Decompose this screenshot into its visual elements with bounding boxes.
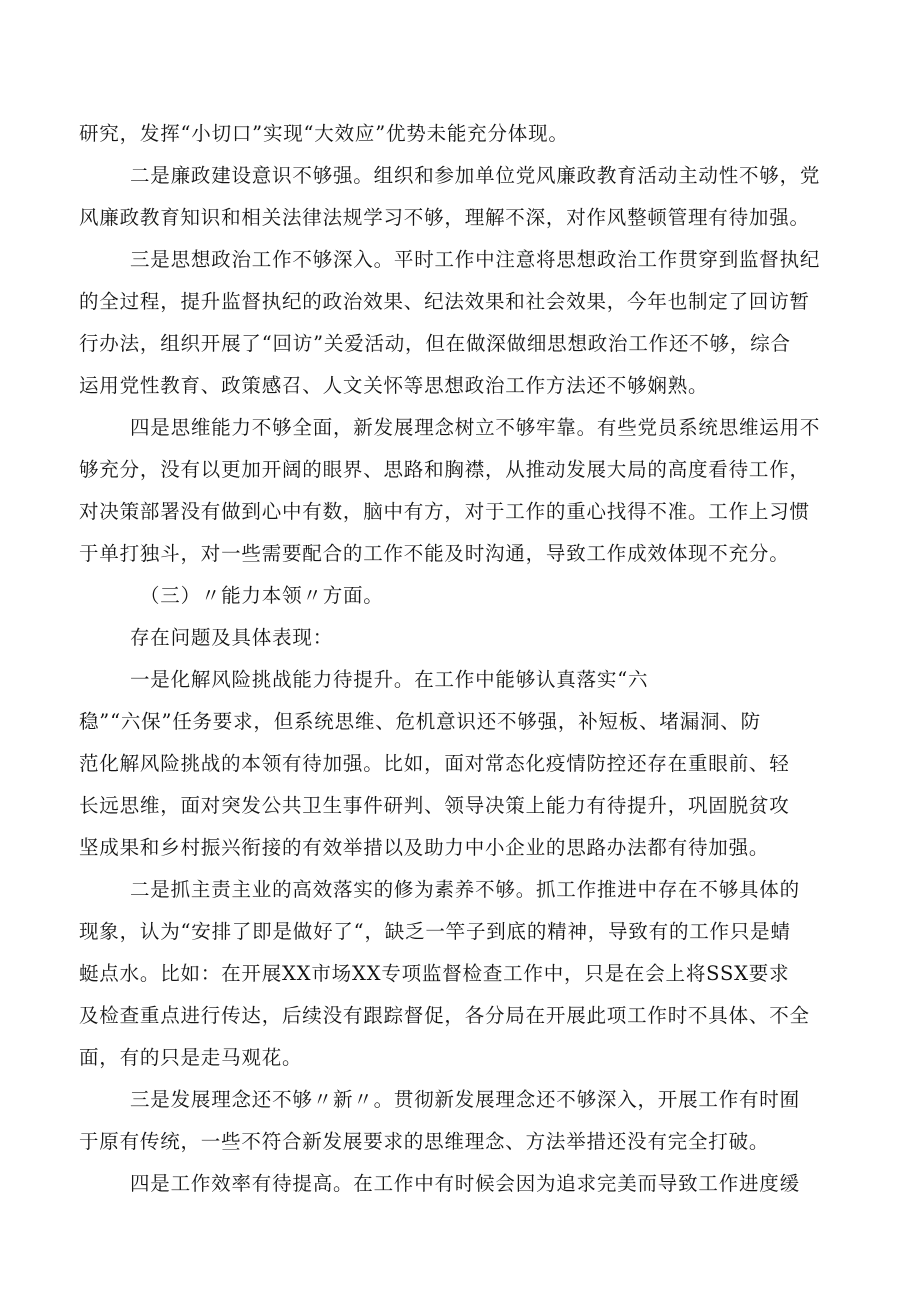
text-line: 够充分，没有以更加开阔的眼界、思路和胸襟，从推动发展大局的高度看待工作， xyxy=(79,458,810,481)
text-line: 蜓点水。比如：在开展XX市场XX专项监督检查工作中，只是在会上将SSX要求 xyxy=(79,962,790,985)
text-line: 存在问题及具体表现： xyxy=(130,626,334,649)
text-line: 三是思想政治工作不够深入。平时工作中注意将思想政治工作贯穿到监督执纪 xyxy=(130,248,821,271)
text-line: 风廉政教育知识和相关法律法规学习不够，理解不深，对作风整顿管理有待加强。 xyxy=(79,206,810,229)
text-line: 的全过程，提升监督执纪的政治效果、纪法效果和社会效果，今年也制定了回访暂 xyxy=(79,290,810,313)
text-line: 二是廉政建设意识不够强。组织和参加单位党风廉政教育活动主动性不够，党 xyxy=(130,164,821,187)
text-line: 于单打独斗，对一些需要配合的工作不能及时沟通，导致工作成效体现不充分。 xyxy=(79,542,790,565)
section-heading: （三）〃能力本领〃方面。 xyxy=(140,584,384,607)
text-line: 现象，认为“安排了即是做好了“，缺乏一竿子到底的精神，导致有的工作只是蜻 xyxy=(79,920,791,943)
text-line: 长远思维，面对突发公共卫生事件研判、领导决策上能力有待提升，巩固脱贫攻 xyxy=(79,794,790,817)
text-line: 四是工作效率有待提高。在工作中有时候会因为追求完美而导致工作进度缓 xyxy=(130,1172,800,1195)
text-line: 研究，发挥“小切口”实现“大效应”优势未能充分体现。 xyxy=(79,122,569,145)
text-line: 及检查重点进行传达，后续没有跟踪督促，各分局在开展此项工作时不具体、不全 xyxy=(79,1004,810,1027)
text-line: 面，有的只是走马观花。 xyxy=(79,1046,303,1069)
text-line: 坚成果和乡村振兴衔接的有效举措以及助力中小企业的思路办法都有待加强。 xyxy=(79,836,770,859)
text-line: 二是抓主责主业的高效落实的修为素养不够。抓工作推进中存在不够具体的 xyxy=(130,878,800,901)
text-line: 行办法，组织开展了“回访”关爱活动，但在做深做细思想政治工作还不够，综合 xyxy=(79,332,791,355)
text-line: 范化解风险挑战的本领有待加强。比如，面对常态化疫情防控还存在重眼前、轻 xyxy=(79,752,790,775)
text-line: 于原有传统，一些不符合新发展要求的思维理念、方法举措还没有完全打破。 xyxy=(79,1130,770,1153)
text-line: 对决策部署没有做到心中有数，脑中有方，对于工作的重心找得不准。工作上习惯 xyxy=(79,500,810,523)
text-line: 运用党性教育、政策感召、人文关怀等思想政治工作方法还不够娴熟。 xyxy=(79,374,709,397)
text-line: 一是化解风险挑战能力待提升。在工作中能够认真落实“六 xyxy=(130,668,649,691)
text-line: 四是思维能力不够全面，新发展理念树立不够牢靠。有些党员系统思维运用不 xyxy=(130,416,821,439)
text-line: 三是发展理念还不够〃新〃。贯彻新发展理念还不够深入，开展工作有时囿 xyxy=(130,1088,800,1111)
text-line: 稳”“六保”任务要求，但系统思维、危机意识还不够强，补短板、堵漏洞、防 xyxy=(79,710,761,733)
